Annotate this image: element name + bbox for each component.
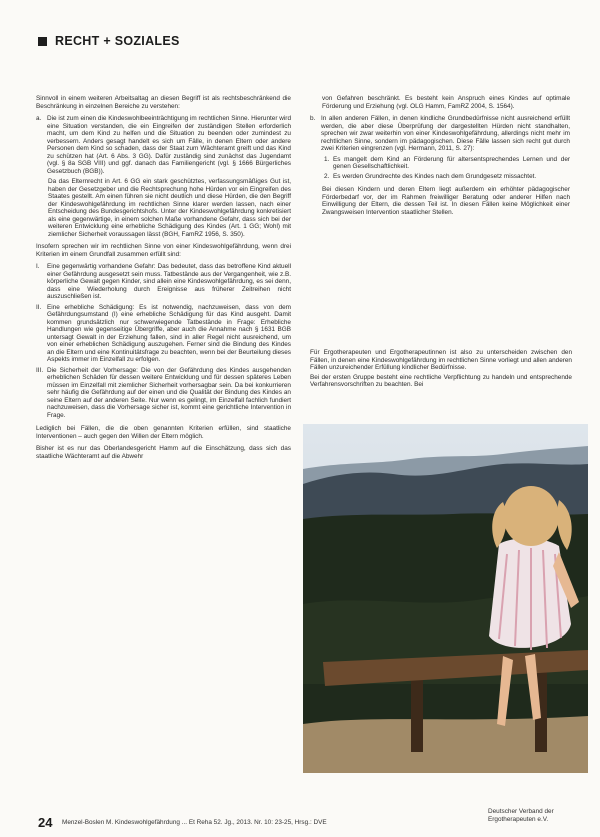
photo-illustration xyxy=(303,424,588,773)
page-number: 24 xyxy=(38,815,53,830)
intro-paragraph: Sinnvoll in einem weiteren Arbeitsaltag an diesen Begriff ist als rechtsbeschränkend die Beschränkung in einzelnen Bereiche zu verstehen: xyxy=(36,95,291,110)
photo-girl-on-bench xyxy=(303,424,588,773)
paragraph: von Gefahren beschränkt. Es besteht kein Anspruch eines Kindes auf optimale Förderung und Erziehung (vgl. OLG Hamm, FamRZ 2004, S. 1564). xyxy=(322,95,570,110)
list-item-b xyxy=(310,115,570,153)
girl-head xyxy=(503,486,559,546)
list-text: Die Sicherheit der Vorhersage: Die von der Gefährdung des Kindes ausgehenden erheblichen Schäden für dessen weitere Entwicklung und für dessen späteres Leben müssen im Einzelfall mit ziemlicher Sicherheit vorhersagbar sein. Da bei konkurrieren sehr häufig die Gefährdung auf der einen und die Qualität der Bindung des Kindes an seine Eltern auf der anderen Seite. Nur wenn es gelingt, im Einzelfall fachlich fundiert nachzuweisen, dass die Vorhersage sicher ist, kommt eine gerichtliche Intervention in Frage. xyxy=(47,366,291,419)
paragraph: Insofern sprechen wir im rechtlichen Sinne von einer Kindeswohlgefährdung, wenn drei Kriterien im einem Grundfall zusammen erfüllt sind: xyxy=(36,243,291,258)
list-marker: I. xyxy=(36,263,40,270)
paragraph: Für Ergotherapeuten und Ergotherapeutinnen ist also zu unterscheiden zwischen den Fällen, in denen eine Kindeswohlgefährdung im rechtlichen Sinne vorliegt und allen anderen Fällen unzureichender Erfüllung kindlicher Bedürfnisse. xyxy=(310,349,572,371)
list-item-iii xyxy=(36,367,291,420)
list-marker: 1. xyxy=(324,155,330,163)
section-header xyxy=(38,34,180,48)
list-text: Eine erhebliche Schädigung: Es ist notwendig, nachzuweisen, dass von dem Gefährdungsumstand (I) eine erhebliche Schädigung für das Kind ausgeht. Damit kommen grundsätzlich nur schwerwiegende Tatbestände in Frage: Erhebliche Handlungen wie gegenseitige Übergriffe, aber auch die Annahme nach § 1631 BGB untersagt Gewalt in der Erziehung fallen, sind in aller Regel nicht ausreichend, um von einer erheblichen Schädigung auszugehen. Ferner sind die Bindung des Kindes an die Eltern und eine Kontinuitätsfrage zu beachten, wenn bei der Beurteilung dieses Aspekts immer im Einzelfall zu erfolgen. xyxy=(47,303,291,363)
publisher-line-1: Deutscher Verband der xyxy=(488,808,554,815)
list-marker: a. xyxy=(36,115,42,122)
list-item-ii xyxy=(36,304,291,364)
sub-item-1 xyxy=(324,156,570,171)
left-text-column xyxy=(36,95,291,465)
list-text: Eine gegenwärtig vorhandene Gefahr: Das bedeutet, dass das betroffene Kind aktuell einer Gefährdung ausgesetzt sein muss. Tatbestände aus der Vergangenheit, wie z.B. körperliche Gewalt gegen Kinder, sind allein eine Kindeswohlgefährdung, es sei denn, dass eine Wiederholung durch Ereignisse aus früherer Zeitreihen nicht auszuschließen ist. xyxy=(47,263,291,300)
right-text-column-top xyxy=(310,95,570,221)
bench-leg-left xyxy=(411,672,423,752)
list-text: Es mangelt dem Kind an Förderung für altersentsprechendes Lernen und der genen Gesellschaftlichkeit. xyxy=(333,155,570,170)
paragraph: Bei der ersten Gruppe besteht eine rechtliche Verpflichtung zu handeln und entsprechende Verfahrensvorschriften zu beachten. Bei xyxy=(310,373,572,388)
list-item-a xyxy=(36,115,291,175)
list-item-i xyxy=(36,263,291,301)
list-marker: 2. xyxy=(324,172,330,180)
list-text: Die ist zum einen die Kindeswohlbeeinträchtigung im rechtlichen Sinne. Hierunter wird eine Situation verstanden, die ein Eingreifen der zuständigen Stellen erforderlich macht, um dem Kind zu helfen und die Situation zu beenden oder zumindest zu verbessern. Anders gesagt handelt es sich um Fälle, in denen Eltern oder andere Personen dem Kind so schaden, dass der Staat zum Wächteramt greift und das Kind zu schützen hat (Art. 6 Abs. 3 GG). Dafür zuständig sind zunächst das Jugendamt (vgl. § 8a SGB VIII) und ggf. danach das Familiengericht (vgl. § 1666 Bürgerliches Gesetzbuch (BGB)). xyxy=(47,115,291,175)
list-text: In allen anderen Fällen, in denen kindliche Grundbedürfnisse nicht ausreichend erfüllt werden, die aber diese Überprüfung der dargestellten Hürden nicht standhalten, sprechen wir zwar weiterhin von einer Kindeswohlgefährdung, allerdings nicht mehr im rechtlichen Sinne, sondern im pädagogischen. Diese Fälle lassen sich recht gut durch zwei Kriterien eingrenzen (vgl. Hermann, 2011, S. 27): xyxy=(321,115,570,152)
paragraph: Bei diesen Kindern und deren Eltern liegt außerdem ein erhöhter pädagogischer Förderbedarf vor, der im Rahmen freiwilliger Beratung oder anderer Hilfen nach Einwilligung der Eltern, die dessen Teil ist. In diesen Fällen keine Möglichkeit einer Zwangsweisen Intervention staatlicher Stellen. xyxy=(322,186,570,216)
list-marker: b. xyxy=(310,115,316,122)
publisher-line-2: Ergotherapeuten e.V. xyxy=(488,816,549,823)
right-text-column-mid xyxy=(310,349,572,394)
citation: Menzel-Boslen M. Kindeswohlgefährdung ... Et Reha 52. Jg., 2013. Nr. 10: 23-25, Hrsg.: DVE xyxy=(62,819,327,826)
section-marker-icon xyxy=(38,37,47,46)
list-marker: III. xyxy=(36,366,44,374)
list-marker: II. xyxy=(36,303,42,311)
list-text: Es werden Grundrechte des Kindes nach dem Grundgesetz missachtet. xyxy=(333,172,537,180)
section-title: RECHT + SOZIALES xyxy=(55,34,180,48)
page-footer xyxy=(0,805,600,837)
sub-item-2 xyxy=(324,173,570,181)
paragraph: Da das Elternrecht in Art. 6 GG ein stark geschütztes, verfassungsmäßiges Gut ist, haben der Gesetzgeber und die Rechtsprechung hohe Hürden vor ein Eingreifen des Staates gestellt. Am einen führen sie nicht deutlich und diese Hürden, die den Begriff der Kindeswohlgefährdung im rechtlichen Sinne klarer werden lassen, nach einer Entscheidung des Bundesgerichtshofs. Unter der Kindeswohlgefährdung konkretisiert als eine gegenwärtige, in einem solchen Maße vorhandene Gefahr, dass sich bei der weiteren Entwicklung eine erhebliche Schädigung des Kindes (Art. 1 GG; Wohl) mit ziemlicher Sicherheit voraussagen lässt (BGH, FamRZ 1956, S. 350). xyxy=(48,178,291,238)
paragraph: Bisher ist es nur das Oberlandesgericht Hamm auf die Einschätzung, dass sich das staatliche Wächteramt auf die Abwehr xyxy=(36,445,291,460)
paragraph: Lediglich bei Fällen, die die oben genannten Kriterien erfüllen, sind staatliche Interventionen – auch gegen den Willen der Eltern möglich. xyxy=(36,425,291,440)
publisher xyxy=(488,808,578,824)
